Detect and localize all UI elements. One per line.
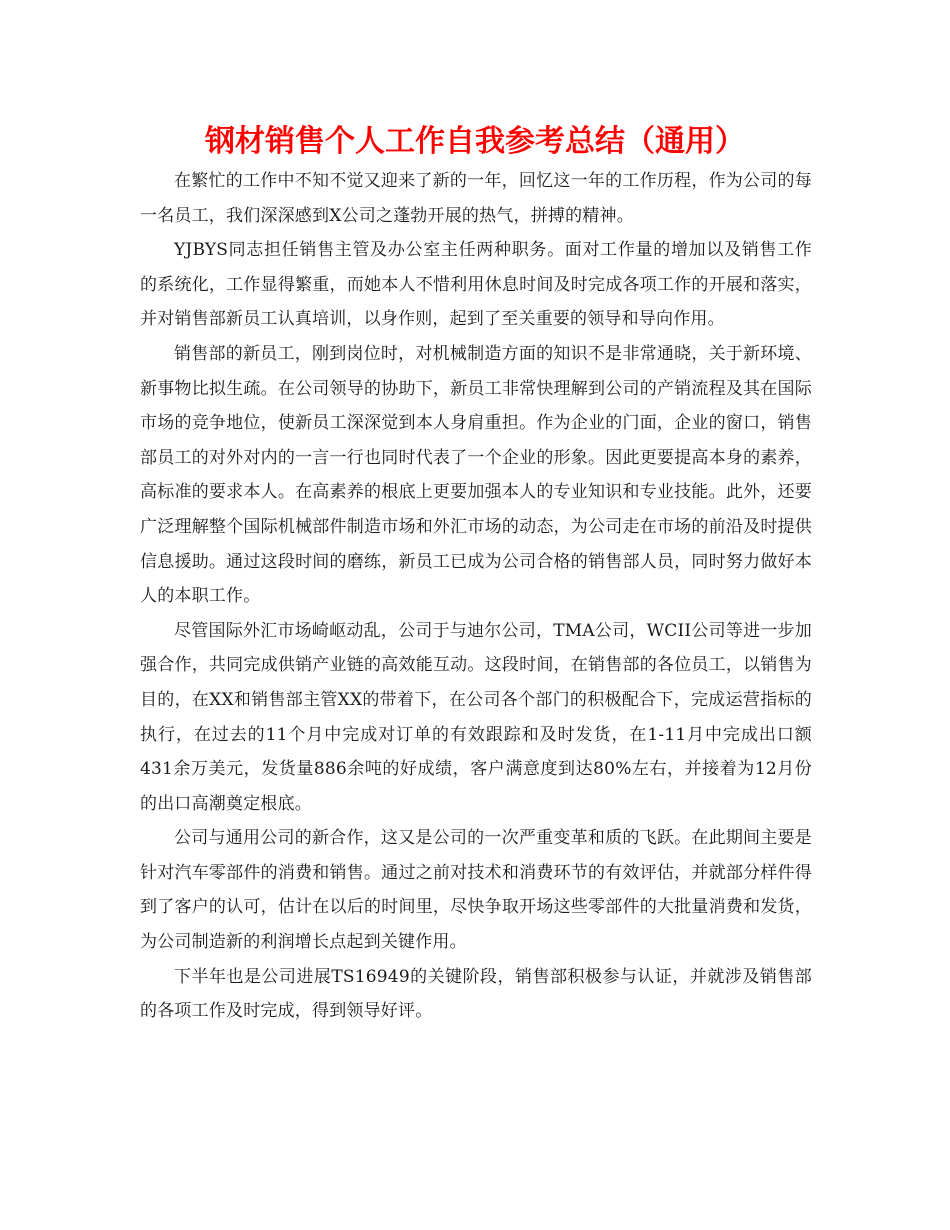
paragraph-1: 在繁忙的工作中不知不觉又迎来了新的一年，回忆这一年的工作历程，作为公司的每一名员工，我们深深感到X公司之蓬勃开展的热气，拼搏的精神。 [140,171,812,226]
paragraph-2: YJBYS同志担任销售主管及办公室主任两种职务。面对工作量的增加以及销售工作的系统化，工作显得繁重，而她本人不惜利用休息时间及时完成各项工作的开展和落实，并对销售部新员工认真培训，以身作则，起到了至关重要的领导和导向作用。 [140,240,812,330]
paragraph-3: 销售部的新员工，刚到岗位时，对机械制造方面的知识不是非常通晓，关于新环境、新事物比拟生疏。在公司领导的协助下，新员工非常快理解到公司的产销流程及其在国际市场的竞争地位，使新员工深深觉到本人身肩重担。作为企业的门面，企业的窗口，销售部员工的对外对内的一言一行也同时代表了一个企业的形象。因此更要提高本身的素养，高标准的要求本人。在高素养的根底上更要加强本人的专业知识和专业技能。此外，还要广泛理解整个国际机械部件制造市场和外汇市场的动态，为公司走在市场的前沿及时提供信息援助。通过这段时间的磨练，新员工已成为公司合格的销售部人员，同时努力做好本人的本职工作。 [140,343,812,607]
document-title: 钢材销售个人工作自我参考总结（通用） [205,124,745,159]
document-body [140,164,812,1029]
paragraph-5: 公司与通用公司的新合作，这又是公司的一次严重变革和质的飞跃。在此期间主要是针对汽车零部件的消费和销售。通过之前对技术和消费环节的有效评估，并就部分样件得到了客户的认可，估计在以后的时间里，尽快争取开场这些零部件的大批量消费和发货，为公司制造新的利润增长点起到关键作用。 [140,828,812,953]
paragraph-4: 尽管国际外汇市场崎岖动乱，公司于与迪尔公司，TMA公司，WCII公司等进一步加强合作，共同完成供销产业链的高效能互动。这段时间，在销售部的各位员工，以销售为目的，在XX和销售部主管XX的带着下，在公司各个部门的积极配合下，完成运营指标的执行，在过去的11个月中完成对订单的有效跟踪和及时发货，在1-11月中完成出口额431余万美元，发货量886余吨的好成绩，客户满意度到达80%左右，并接着为12月份的出口高潮奠定根底。 [140,620,812,814]
paragraph-6: 下半年也是公司进展TS16949的关键阶段，销售部积极参与认证，并就涉及销售部的各项工作及时完成，得到领导好评。 [140,966,812,1022]
